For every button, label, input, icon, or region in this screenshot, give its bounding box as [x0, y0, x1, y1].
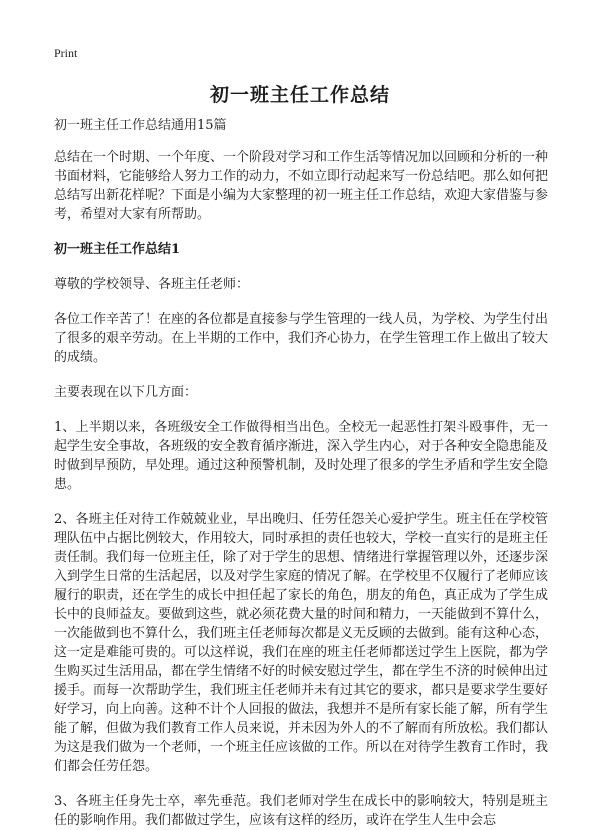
paragraph-2: 主要表现在以下几方面： — [54, 385, 198, 400]
paragraph-3: 1、上半期以来，各班级安全工作做得相当出色。全校无一起恶性打架斗殴事件，无一起学生安全事故，各班级的安全教育循序渐进，深入学生内心，对于各种安全隐患能及时做到早预防，早处理。通过这种预警机制，及时处理了很多的学生矛盾和学生安全隐患。 — [54, 420, 549, 492]
document-subtitle: 初一班主任工作总结通用15篇 — [54, 118, 227, 133]
document-body — [54, 116, 548, 830]
print-link[interactable]: Print — [54, 46, 78, 60]
paragraph-4: 2、各班主任对待工作兢兢业业，早出晚归、任劳任怨关心爱护学生。班主任在学校管理队伍中占据比例较大，作用较大，同时承担的责任也较大，学校一直实行的是班主任责任制。我们每一位班主任，除了对于学生的思想、情绪进行掌握管理以外，还逐步深入到学生日常的生活起居，以及对学生家庭的情况了解。在学校里不仅履行了老师应该履行的职责，还在学生的成长中担任起了家长的角色，朋友的角色，真正成为了学生成长中的良师益友。要做到这些，就必须花费大量的时间和精力，一天能做到不算什么，一次能做到也不算什么，我们班主任老师每次都是义无反顾的去做到。能有这种心态，这一定是难能可贵的。可以这样说，我们在座的班主任老师都送过学生上医院，都为学生购买过生活用品，都在学生情绪不好的时候安慰过学生，都在学生不济的时候伸出过援手。而每一次帮助学生，我们班主任老师并未有过其它的要求，都只是要求学生要好好学习，向上向善。这种不计个人回报的做法，我想并不是所有家长能了解，所有学生能了解，但做为我们教育工作人员来说，并未因为外人的不了解而有所放松。我们都认为这是我们做为一个老师，一个班主任应该做的工作。所以在对待学生教育工作时，我们都会任劳任怨。 — [54, 512, 549, 774]
paragraph-1: 各位工作辛苦了！在座的各位都是直接参与学生管理的一线人员，为学校、为学生付出了很多的艰辛劳动。在上半期的工作中，我们齐心协力，在学生管理工作上做出了较大的成绩。 — [54, 312, 549, 365]
paragraph-5: 3、各班主任身先士卒，率先垂范。我们老师对学生在成长中的影响较大，特别是班主任的影响作用。我们都做过学生，应该有这样的经历，或许在学生人生中会忘 — [54, 794, 548, 828]
page-title: 初一班主任工作总结 — [209, 84, 390, 106]
salutation: 尊敬的学校领导、各班主任老师： — [54, 277, 250, 292]
section-heading: 初一班主任工作总结1 — [54, 242, 181, 257]
intro-paragraph: 总结在一个时期、一个年度、一个阶段对学习和工作生活等情况加以回顾和分析的一种书面材料，它能够给人努力工作的动力，不如立即行动起来写一份总结吧。那么如何把总结写出新花样呢？下面是小编为大家整理的初一班主任工作总结，欢迎大家借鉴与参考，希望对大家有所帮助。 — [54, 150, 549, 222]
